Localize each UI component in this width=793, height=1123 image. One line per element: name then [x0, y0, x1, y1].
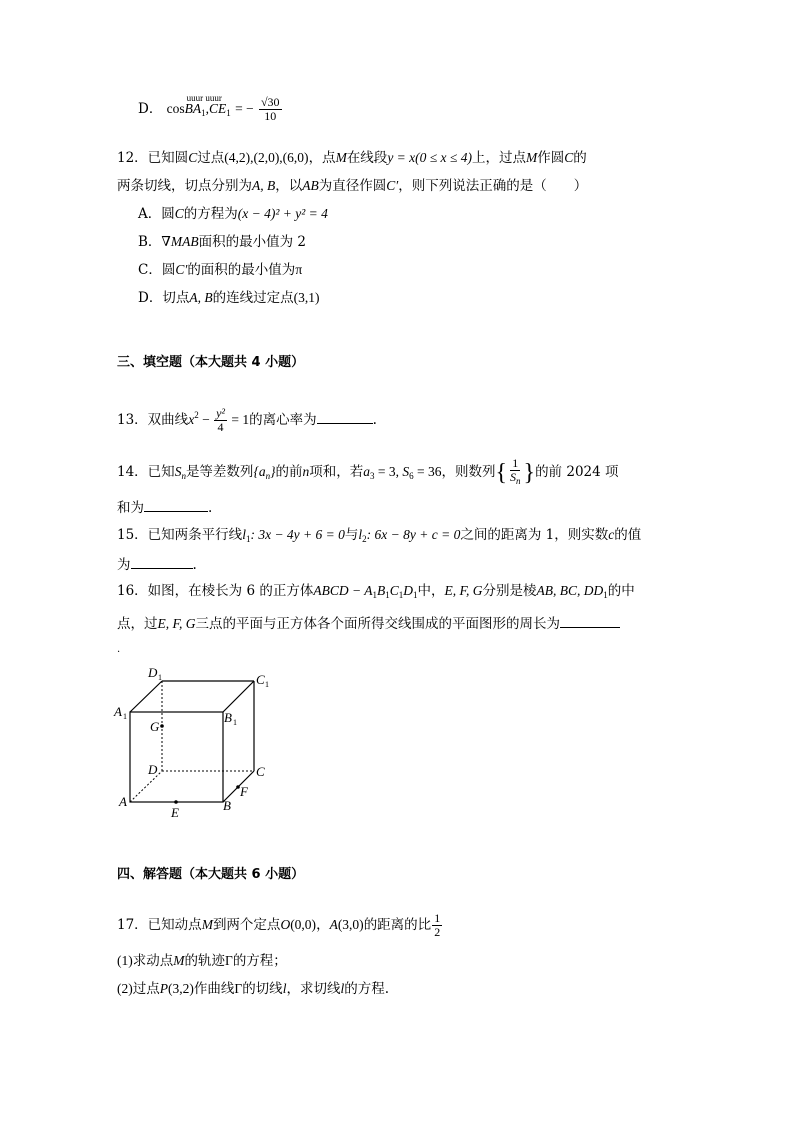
seq: } — [270, 464, 276, 479]
equation: (x − 4)² + y² = 4 — [237, 206, 328, 221]
text: 的前 — [275, 464, 303, 480]
sub: 3 — [370, 471, 375, 481]
var: C′ — [175, 262, 188, 277]
edges: AB, BC, DD — [536, 583, 604, 598]
option-label: D．切点 — [138, 290, 190, 306]
var: A, B — [189, 290, 213, 305]
var: A, B — [252, 178, 276, 193]
text: ，求切线 — [286, 981, 341, 997]
section-4-title: 四、解答题（本大题共 6 小题） — [117, 867, 305, 882]
q11-option-d: D． cos uuur uuur $BA_1,CE_1$ = − $\frac{√30}{10}$ — [138, 96, 283, 123]
frac-num: 1 — [512, 456, 519, 470]
point-e — [174, 800, 178, 804]
text: 分别是棱 — [482, 583, 537, 599]
fraction — [508, 457, 523, 488]
point: (3,2) — [168, 981, 194, 996]
vec1-sub: 1 — [201, 108, 206, 118]
label-d1-sub: 1 — [158, 673, 162, 682]
label-d1: D — [148, 665, 158, 680]
label-c1: C — [256, 672, 265, 687]
triangle: ∇MAB — [161, 234, 199, 249]
cube-figure — [110, 658, 280, 828]
var: C — [389, 583, 399, 598]
var: M — [201, 917, 213, 932]
vec1: BA — [184, 101, 202, 116]
option-label: C．圆 — [138, 262, 176, 278]
sub: 1 — [385, 590, 390, 600]
label-b1: B — [224, 710, 232, 725]
var: a — [363, 464, 370, 479]
text: 的中 — [607, 583, 635, 599]
text: 与 — [344, 527, 359, 543]
text: 点，过 — [117, 616, 158, 632]
eq: = 1 — [228, 412, 250, 427]
var: C — [188, 150, 198, 165]
text: 的距离的比 — [363, 917, 432, 933]
q12-option-d — [138, 289, 319, 307]
text: ，以 — [275, 178, 303, 194]
text: 的连线过定点 — [212, 290, 294, 306]
q12-line2 — [117, 177, 587, 195]
text: 的方程； — [232, 953, 287, 969]
frac-den: S — [510, 470, 517, 484]
frac-num: y² — [216, 406, 225, 420]
q17-stem — [117, 910, 443, 940]
label-e: E — [171, 805, 179, 820]
label-g: G — [150, 719, 160, 734]
edge-b1c1 — [223, 681, 254, 712]
val: = 36 — [413, 464, 442, 479]
var: B — [376, 583, 386, 598]
text: 是等差数列 — [185, 464, 254, 480]
answer-blank[interactable] — [144, 497, 208, 512]
equation: : 6x − 8y + c = 0 — [366, 527, 461, 542]
var: C′ — [386, 178, 399, 193]
pi: π — [295, 262, 303, 277]
text: 16．如图，在棱长为 6 的正方体 — [117, 583, 314, 599]
sub: 1 — [412, 590, 418, 600]
q12-option-b — [138, 233, 306, 251]
var: l — [358, 527, 363, 542]
var: D — [403, 583, 413, 598]
text: 的轨迹 — [184, 953, 225, 969]
text: ，则下列说法正确的是（ ） — [398, 178, 588, 194]
text: 的切线 — [242, 981, 283, 997]
var: AB — [302, 178, 319, 193]
var: C — [174, 206, 184, 221]
var: S — [399, 464, 410, 479]
sub: 1 — [372, 590, 377, 600]
sub: n — [265, 471, 271, 481]
text: 中， — [417, 583, 445, 599]
text: (1)求动点 — [117, 953, 174, 968]
vec2-sub: 1 — [226, 108, 231, 118]
cube: ABCD − A — [313, 583, 373, 598]
q17-part2 — [117, 980, 389, 998]
answer-blank[interactable] — [131, 554, 193, 569]
text: 三点的平面与正方体各个面所得交线围成的平面图形的周长为 — [195, 616, 561, 632]
edge-a1d1 — [130, 681, 162, 712]
option-label: A．圆 — [138, 206, 175, 222]
text: 13．双曲线 — [117, 412, 189, 428]
text: 的值 — [614, 527, 642, 543]
label-b: B — [223, 798, 231, 813]
fraction — [432, 912, 442, 939]
minus: − — [198, 412, 214, 427]
label-c1-sub: 1 — [265, 680, 269, 689]
points: (4,2),(2,0),(6,0) — [224, 150, 309, 165]
option-label: D． — [138, 101, 163, 117]
text: 的方程. — [344, 981, 390, 997]
q15-line2 — [117, 554, 197, 574]
label-a1-sub: 1 — [123, 712, 127, 721]
label-b1-sub: 1 — [233, 718, 237, 727]
var: P — [159, 981, 168, 996]
seq: {a — [253, 464, 266, 479]
sub: 1 — [398, 590, 404, 600]
label-c: C — [256, 764, 265, 779]
var: O — [280, 917, 291, 932]
vector-marks: uuur uuur — [186, 93, 222, 103]
var: E, F, G — [157, 616, 196, 631]
text: 过点 — [197, 150, 225, 166]
text: . — [208, 500, 213, 516]
var: C — [564, 150, 574, 165]
q13: 13．双曲线$x^2$ − $\frac{\text{y²}}{4}$ = 1的离心率为 . — [117, 406, 377, 434]
q16-line3: . — [117, 644, 121, 655]
text: 两条切线，切点分别为 — [117, 178, 252, 194]
vec2: CE — [209, 101, 227, 116]
q16-line2 — [117, 613, 620, 633]
text: ，点 — [308, 150, 336, 166]
label-a: A — [119, 794, 127, 809]
q12-line1 — [117, 149, 587, 167]
text: 17．已知动点 — [117, 917, 202, 933]
segment: y = x(0 ≤ x ≤ 4) — [387, 150, 472, 165]
frac-den: 10 — [264, 109, 277, 123]
text: 的方程为 — [183, 206, 238, 222]
text: 和为 — [117, 500, 144, 516]
q14-line1: 14．已知$S_n$是等差数列$\{a_n\}$的前n项和，若$a_3 = 3$, $S_6 = 36$，则数列{ $\frac{1}{S_n}$ }的前 2024 项 — [117, 456, 619, 486]
section-3-title: 三、填空题（本大题共 4 小题） — [117, 355, 305, 370]
var: n — [302, 464, 310, 479]
var: l — [282, 981, 287, 996]
point-g — [160, 724, 164, 728]
text: 12．已知圆 — [117, 150, 189, 166]
q16-line1 — [117, 582, 635, 604]
text: 作曲线 — [193, 981, 235, 997]
text: 的前 2024 项 — [535, 464, 619, 480]
frac-den: 4 — [217, 420, 224, 434]
text: 之间的距离为 1，则实数 — [460, 527, 609, 543]
text: 的 — [573, 150, 587, 166]
text: 作圆 — [537, 150, 565, 166]
var: A — [329, 917, 338, 932]
frac-num: √30 — [260, 95, 280, 109]
frac-den: 2 — [434, 925, 441, 939]
q17-part1 — [117, 952, 287, 970]
point: (3,0) — [337, 917, 364, 932]
text: 14．已知 — [117, 464, 175, 480]
equation: : 3x − 4y + 6 = 0 — [250, 527, 345, 542]
text: 为直径作圆 — [318, 178, 387, 194]
q12-option-c — [138, 261, 302, 279]
eq: = − — [235, 101, 254, 116]
var: S — [174, 464, 182, 479]
text: 15．已知两条平行线 — [117, 527, 243, 543]
text: 在线段 — [346, 150, 388, 166]
var: c — [608, 527, 615, 542]
var: M — [525, 150, 538, 165]
text: 项和，若 — [309, 464, 364, 480]
text: 到两个定点 — [212, 917, 281, 933]
q15-line1 — [117, 526, 641, 548]
var: l — [242, 527, 246, 542]
sub: 2 — [362, 534, 367, 544]
var: Γ — [234, 981, 243, 996]
answer-blank[interactable] — [317, 409, 373, 424]
text: . — [192, 557, 197, 573]
var: Γ — [225, 953, 233, 968]
fraction — [214, 407, 227, 434]
frac-num: 1 — [434, 911, 441, 925]
text: 的离心率为 — [249, 412, 317, 428]
text: (2)过点 — [117, 981, 160, 996]
sub: n — [516, 476, 521, 486]
var: x — [188, 412, 195, 427]
option-label: B． — [138, 234, 162, 250]
sub: 1 — [603, 590, 608, 600]
var: l — [340, 981, 345, 996]
text: ， — [316, 917, 330, 933]
front-face — [130, 712, 223, 802]
fraction — [259, 96, 282, 123]
sub: n — [181, 471, 186, 481]
sub: 6 — [409, 471, 414, 481]
answer-blank[interactable] — [560, 613, 620, 628]
text: ，则数列 — [441, 464, 496, 480]
q14-line2 — [117, 497, 212, 517]
label-d: D — [148, 762, 158, 777]
point: (3,1) — [293, 290, 320, 305]
var: M — [173, 953, 185, 968]
text: 为 — [117, 557, 131, 573]
q12-option-a — [138, 205, 328, 223]
label-f: F — [240, 784, 248, 799]
text: 面积的最小值为 2 — [198, 234, 306, 250]
cos: cos — [166, 101, 185, 116]
text: . — [372, 412, 377, 428]
text: 上，过点 — [471, 150, 526, 166]
val: = 3, — [374, 464, 399, 479]
var: E, F, G — [444, 583, 483, 598]
point: (0,0) — [290, 917, 317, 932]
var: M — [335, 150, 347, 165]
text: 的面积的最小值为 — [187, 262, 296, 278]
sub: 1 — [245, 534, 251, 544]
label-a1: A — [114, 704, 122, 719]
